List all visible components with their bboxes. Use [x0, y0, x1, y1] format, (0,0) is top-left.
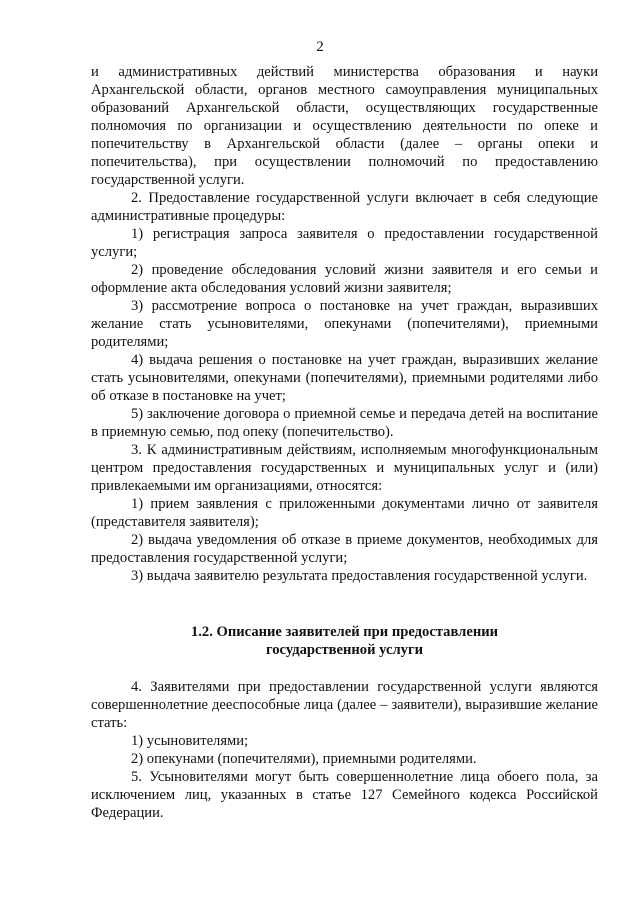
list-item: 2) проведение обследования условий жизни заявителя и его семьи и оформление акта обследования условий жизни заявителя;	[91, 262, 598, 296]
list-item: 3) выдача заявителю результата предоставления государственной услуги.	[131, 568, 588, 584]
list-item: 1) прием заявления с приложенными документами лично от заявителя (представителя заявителя);	[91, 496, 598, 530]
section-heading-line-1: 1.2. Описание заявителей при предоставлении	[190, 624, 499, 640]
paragraph-5: 5. Усыновителями могут быть совершеннолетние лица обоего пола, за исключением лиц, указанных в статье 127 Семейного кодекса Российской Федерации.	[91, 769, 598, 821]
section-heading-line-2: государственной услуги	[265, 642, 424, 658]
section-heading	[91, 623, 598, 659]
paragraph-2: 2. Предоставление государственной услуги включает в себя следующие административные процедуры:	[91, 190, 598, 224]
document-body-top	[91, 63, 598, 585]
list-item: 4) выдача решения о постановке на учет граждан, выразивших желание стать усыновителями, опекунами (попечителями), приемными родителями либо об отказе в постановке на учет;	[91, 352, 598, 404]
list-item: 1) усыновителями;	[131, 733, 249, 749]
list-item: 3) рассмотрение вопроса о постановке на учет граждан, выразивших желание стать усыновителями, опекунами (попечителями), приемными родителями;	[91, 298, 598, 350]
intro-paragraph: и административных действий министерства образования и науки Архангельской области, органов местного самоуправления муниципальных образований Архангельской области, осуществляющих государственные полномочия по организации и осуществлению деятельности по опеке и попечительству в Архангельской области (далее – органы опеки и попечительства), при осуществлении полномочий по предоставлению государственной услуги.	[91, 64, 598, 188]
list-item: 2) опекунами (попечителями), приемными родителями.	[131, 751, 477, 767]
page-number: 2	[316, 39, 324, 55]
list-item: 1) регистрация запроса заявителя о предоставлении государственной услуги;	[91, 226, 598, 260]
paragraph-4: 4. Заявителями при предоставлении государственной услуги являются совершеннолетние дееспособные лица (далее – заявители), выразившие желание стать:	[91, 679, 598, 731]
list-item: 2) выдача уведомления об отказе в приеме документов, необходимых для предоставления государственной услуги;	[91, 532, 598, 566]
paragraph-3: 3. К административным действиям, исполняемым многофункциональным центром предоставления государственных и муниципальных услуг и (или) привлекаемыми им организациями, относятся:	[91, 442, 598, 494]
list-item: 5) заключение договора о приемной семье и передача детей на воспитание в приемную семью, под опеку (попечительство).	[91, 406, 598, 440]
document-body-bottom	[91, 678, 598, 822]
